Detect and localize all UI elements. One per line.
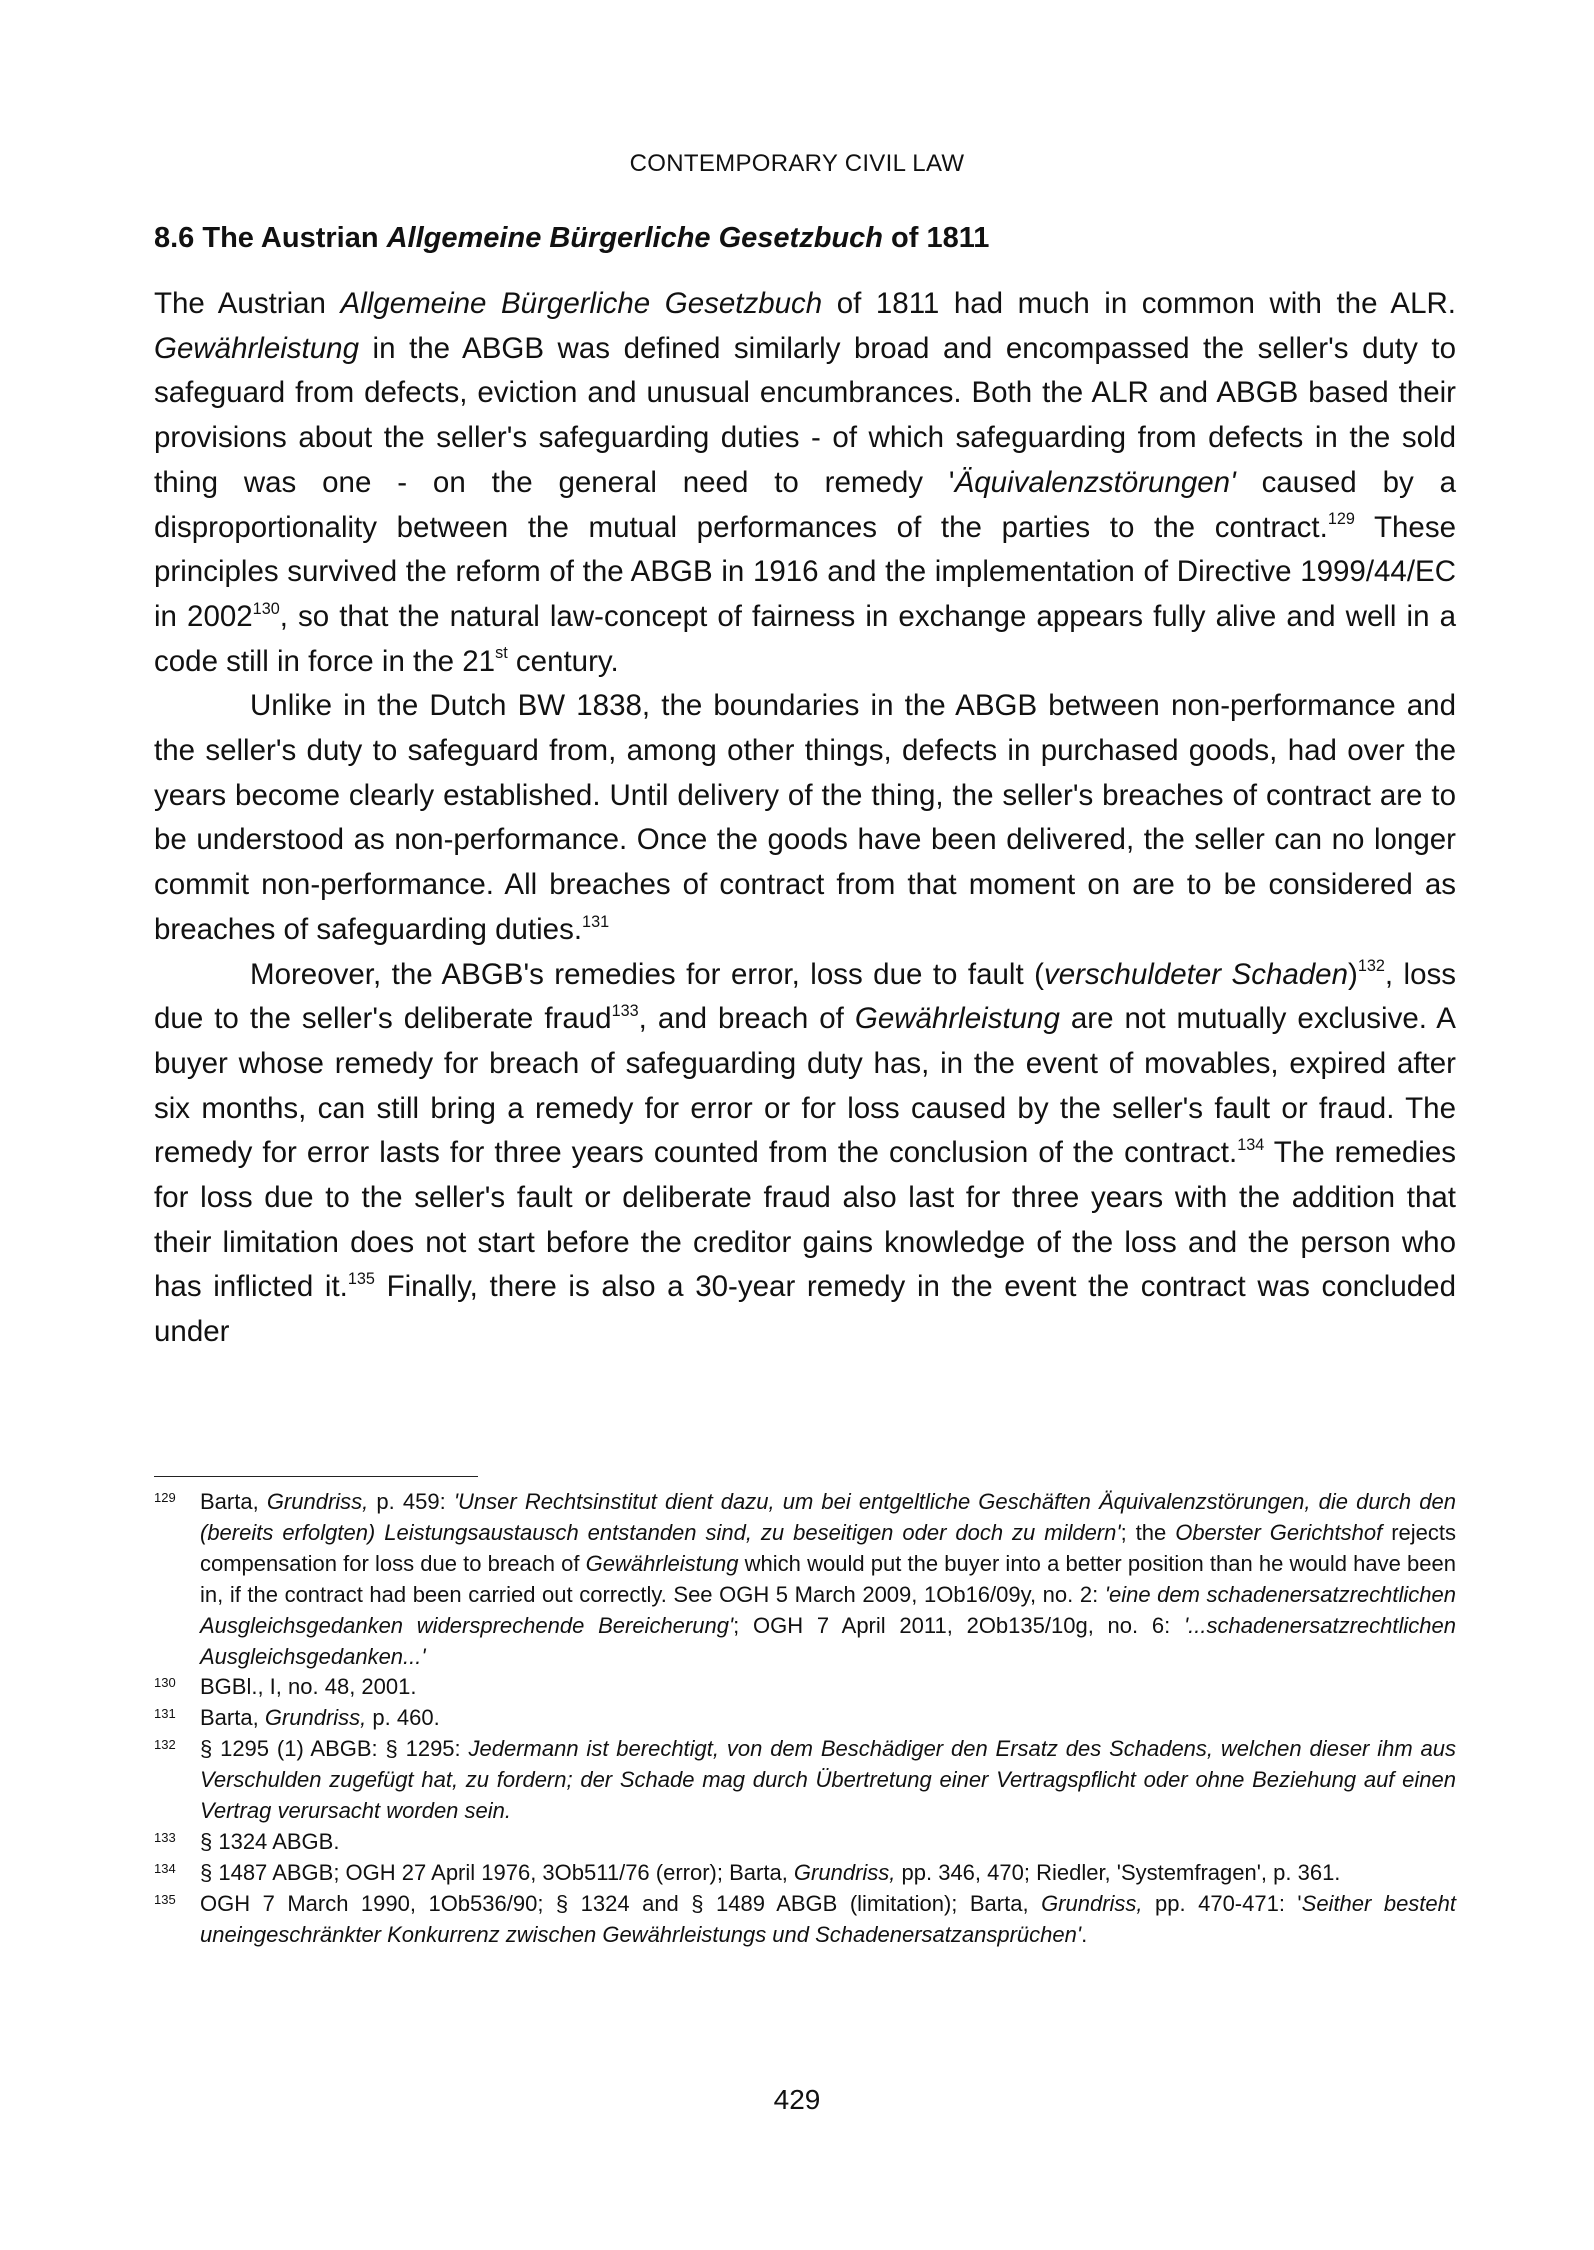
italic-text: Gewährleistung [154, 331, 359, 365]
footnote-number: 135 [154, 1891, 176, 1907]
footnote-number: 130 [154, 1675, 176, 1691]
footnote [154, 1703, 1456, 1734]
italic-text: Gewährleistung [585, 1550, 739, 1576]
italic-text: Gewährleistung [854, 1002, 1060, 1036]
footnote-text [200, 1703, 1456, 1734]
footnote-reference: 130 [252, 599, 280, 618]
footnote [154, 1672, 1456, 1703]
text-run: pp. 346, 470; Riedler, 'Systemfragen', p. 361. [895, 1859, 1341, 1885]
page-number: 429 [773, 2084, 821, 2115]
footnote-text [200, 1672, 1456, 1703]
italic-text: Grundriss, [264, 1705, 367, 1731]
italic-text: Grundriss, [266, 1489, 369, 1514]
footnote-number: 131 [154, 1706, 176, 1722]
paragraph [154, 282, 1456, 684]
text-run: Barta, [200, 1705, 265, 1731]
text-run: of 1811 had much in common with the ALR. [822, 287, 1456, 320]
text-run: caused by a disproportionality between the mutual performances of the parties to the contract. [154, 465, 1456, 544]
footnote [154, 1487, 1456, 1672]
text-run: pp. 470-471: ' [1142, 1890, 1302, 1916]
italic-text: 'Unser Rechtsinstitut dient dazu, um bei entgeltliche Geschäften Äquivalenzstörungen, die durch den (bereits erfolgten) Leistungsaustausch entstanden sind, zu beseitigen oder doch zu mildern' [200, 1489, 1456, 1545]
italic-text: '...schadenersatzrechtlichen Ausgleichsgedanken...' [200, 1612, 1456, 1669]
text-run: § 1487 ABGB; OGH 27 April 1976, 3Ob511/76 (error); Barta, [200, 1859, 794, 1885]
text-run: in the ABGB was defined similarly broad and encompassed the seller's duty to safeguard from defects, eviction and unusual encumbrances. Both the ALR and ABGB based their provisions about the seller's safeguarding duties - of which safeguarding from defects in the sold thing was one - on the general need to remedy ' [154, 331, 1456, 499]
footnote-number: 133 [154, 1829, 176, 1845]
italic-text: Grundriss, [1041, 1890, 1143, 1916]
footnote [154, 1889, 1456, 1951]
footnote-reference: 129 [1327, 510, 1355, 529]
text-run: The Austrian [154, 287, 341, 320]
text-run: § 1324 ABGB. [200, 1828, 340, 1854]
text-run: Unlike in the Dutch BW 1838, the boundaries in the ABGB between non-performance and the seller's duty to safeguard from, among other things, defects in purchased goods, had over the years become clearly established. Until delivery of the thing, the seller's breaches of contract are to be understood as non-performance. Once the goods have been delivered, the seller can no longer commit non-performance. All breaches of contract from that moment on are to be considered as breaches of safeguarding duties. [154, 689, 1456, 946]
text-run: ; the [1120, 1519, 1176, 1545]
text-run: Barta, [200, 1489, 267, 1514]
footnote [154, 1827, 1456, 1858]
italic-text: Grundriss, [793, 1859, 896, 1885]
text-run: The remedies for loss due to the seller's fault or deliberate fraud also last for three years with the addition that their limitation does not start before the creditor gains knowledge of the loss and the person who has inflicted it. [154, 1136, 1456, 1304]
text-run: Moreover, the ABGB's remedies for error, loss due to fault ( [250, 957, 1044, 991]
italic-text: Allgemeine Bürgerliche Gesetzbuch [340, 287, 823, 320]
text-run: , loss due to the seller's deliberate fraud [154, 957, 1456, 1036]
footnote-reference: 133 [611, 1002, 639, 1021]
footnote-text [200, 1827, 1456, 1858]
text-run: which would put the buyer into a better position than he would have been in, if the contract had been carried out correctly. See OGH 5 March 2009, 1Ob16/09y, no. 2: [200, 1550, 1456, 1607]
text-run: , and breach of [638, 1002, 855, 1036]
paragraph [154, 953, 1456, 1355]
text-run: p. 460. [366, 1705, 440, 1731]
footnote-number: 132 [154, 1737, 176, 1753]
italic-text: Allgemeine Bürgerliche Gesetzbuch [386, 222, 883, 254]
text-run: are not mutually exclusive. A buyer whose remedy for breach of safeguarding duty has, in the event of movables, expired after six months, can still bring a remedy for error or for loss caused by the seller's fault or fraud. The remedy for error lasts for three years counted from the conclusion of the contract. [154, 1002, 1456, 1170]
footnote [154, 1734, 1456, 1827]
paragraph [154, 684, 1456, 952]
running-header: CONTEMPORARY CIVIL LAW [629, 150, 965, 177]
text-run: Finally, there is also a 30-year remedy in the event the contract was concluded under [154, 1270, 1456, 1349]
text-run: . [1081, 1921, 1088, 1947]
text-run: OGH 7 March 1990, 1Ob536/90; § 1324 and § 1489 ABGB (limitation); Barta, [200, 1890, 1042, 1916]
body-text [154, 282, 1456, 1355]
footnote-reference: 135 [347, 1270, 375, 1289]
text-run: ; OGH 7 April 2011, 2Ob135/10g, no. 6: [733, 1612, 1184, 1638]
footnote-reference: 134 [1237, 1136, 1265, 1155]
text-run: 8.6 The Austrian [154, 222, 387, 254]
text-run: rejects compensation for loss due to breach of [200, 1519, 1457, 1576]
footnote [154, 1858, 1456, 1889]
italic-text: Oberster Gerichtshof [1175, 1519, 1383, 1545]
section-heading [154, 222, 989, 255]
text-run: BGBl., I, no. 48, 2001. [200, 1674, 417, 1700]
italic-text: verschuldeter Schaden [1043, 957, 1348, 991]
italic-text: Jedermann ist berechtigt, von dem Beschädiger den Ersatz des Schadens, welchen dieser ihm aus Verschulden zugefügt hat, zu fordern; der Schade mag durch Übertretung einer Vertragspflicht oder ohne Beziehung auf einen Vertrag verursacht worden sein. [200, 1736, 1457, 1824]
italic-text: Äquivalenzstörungen' [954, 465, 1236, 499]
footnote-reference: st [495, 644, 508, 663]
text-run: § 1295 (1) ABGB: § 1295: [200, 1736, 469, 1762]
footnote-text [200, 1487, 1456, 1672]
text-run: ) [1347, 957, 1358, 991]
footnote-text [200, 1858, 1456, 1889]
text-run: These principles survived the reform of the ABGB in 1916 and the implementation of Directive 1999/44/EC in 2002 [154, 510, 1456, 633]
text-run: century. [507, 644, 619, 678]
footnote-number: 134 [154, 1860, 176, 1876]
footnote-text [200, 1889, 1456, 1951]
text-run: , so that the natural law-concept of fairness in exchange appears fully alive and well in a code still in force in the 21 [154, 599, 1456, 678]
italic-text: 'eine dem schadenersatzrechtlichen Ausgleichsgedanken widersprechende Bereicherung' [200, 1581, 1456, 1638]
text-run: p. 459: [368, 1489, 454, 1514]
text-run: of 1811 [882, 222, 990, 254]
footnote-divider [154, 1476, 478, 1477]
footnote-reference: 132 [1357, 957, 1385, 976]
italic-text: Seither besteht uneingeschränkter Konkurrenz zwischen Gewährleistungs und Schadenersatzansprüchen' [200, 1890, 1456, 1947]
footnote-number: 129 [154, 1490, 176, 1505]
footnote-reference: 131 [582, 912, 610, 931]
footnotes [154, 1487, 1456, 1951]
footnote-text [200, 1734, 1456, 1827]
